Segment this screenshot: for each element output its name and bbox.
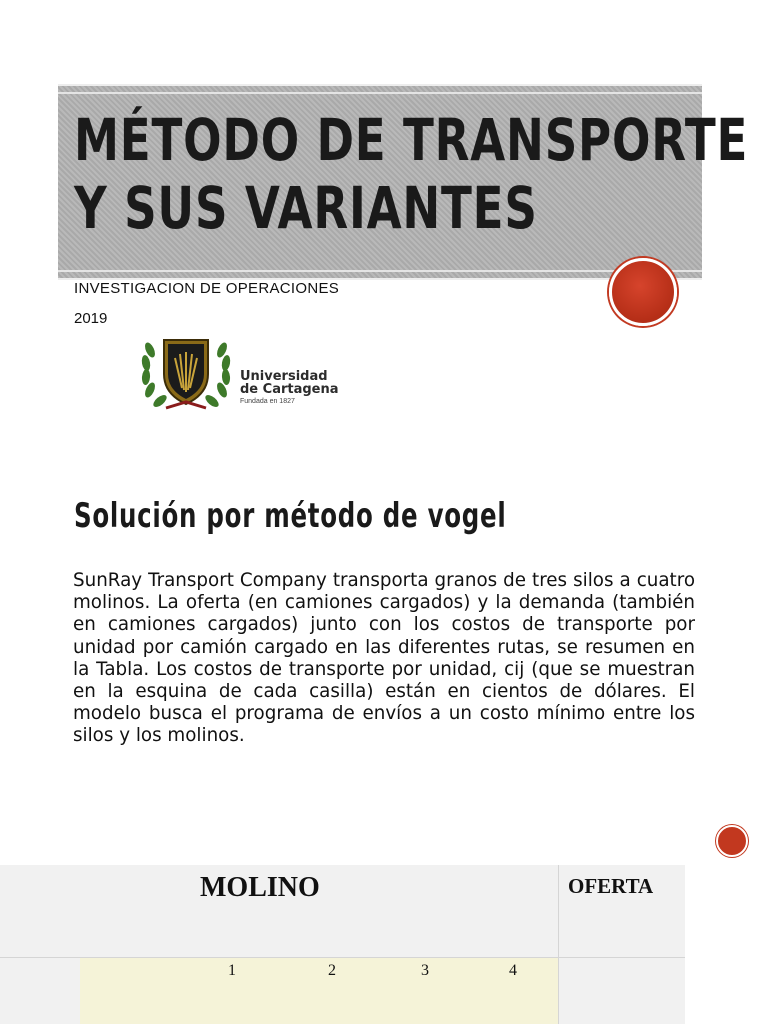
column-number-2: 2 (328, 962, 336, 979)
slide-title (74, 106, 748, 242)
university-crest-icon (136, 330, 236, 416)
subtitle: INVESTIGACION DE OPERACIONES (74, 280, 340, 297)
table-header-row (80, 958, 558, 1024)
molino-header: MOLINO (200, 872, 320, 903)
section-heading: Solución por método de vogel (74, 496, 507, 536)
logo-name-line-1: Universidad (240, 369, 328, 384)
table-grid-line (558, 865, 559, 1024)
university-logo (136, 330, 340, 416)
oferta-header: OFERTA (568, 874, 654, 898)
logo-name-line-2: de Cartagena (240, 382, 339, 397)
column-number-4: 4 (509, 962, 517, 979)
logo-text (240, 370, 339, 405)
title-band (58, 84, 749, 280)
red-circle-decoration (609, 258, 677, 326)
title-slide (0, 0, 768, 440)
title-line-2: Y SUS VARIANTES (74, 174, 538, 242)
year: 2019 (74, 310, 108, 327)
column-number-3: 3 (421, 962, 429, 979)
problem-description: SunRay Transport Company transporta granos de tres silos a cuatro molinos. La oferta (en camiones cargados) y la demanda (también en camiones cargados) junto con los costos de transporte por unidad por camión cargado en las diferentes rutas, se resumen en la Tabla. Los costos de transporte por unidad, cij (que se muestran en la esquina de cada casilla) están en cientos de dólares. El modelo busca el programa de envíos a un costo mínimo entre los silos y los molinos. (73, 570, 695, 747)
column-number-1: 1 (228, 962, 236, 979)
red-circle-decoration-small (716, 825, 748, 857)
logo-founded: Fundada en 1827 (240, 398, 295, 405)
title-line-1: MÉTODO DE TRANSPORTE (74, 106, 749, 174)
